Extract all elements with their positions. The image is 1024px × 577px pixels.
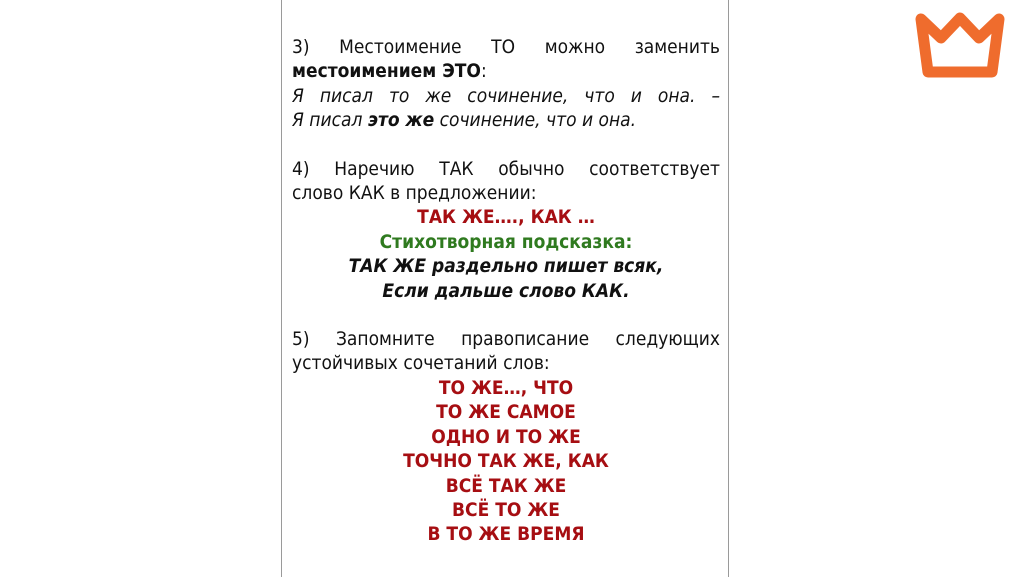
section-3-example-1: Я писал то же сочинение, что и она. – (292, 84, 720, 107)
phrase-item: ОДНО И ТО ЖЕ (431, 425, 581, 448)
phrase-item: ВСЁ ТО ЖЕ (452, 498, 560, 521)
section-3-example-2 (292, 108, 720, 132)
section-4-line-2: слово КАК в предложении: (292, 182, 537, 205)
example-2-start: Я писал (292, 109, 368, 132)
phrase-item: ТО ЖЕ САМОЕ (436, 401, 576, 424)
verse-line-1: ТАК ЖЕ раздельно пишет всяк, (348, 255, 664, 278)
section-3-line-1: 3) Местоимение ТО можно заменить (292, 36, 720, 58)
section-4-rule: ТАК ЖЕ…., КАК … (417, 206, 595, 229)
section-4 (292, 157, 720, 303)
phrase-item: В ТО ЖЕ ВРЕМЯ (427, 523, 585, 546)
section-5-line-1: 5) Запомните правописание следующих (292, 328, 720, 351)
document-text (292, 35, 720, 547)
phrase-item: ВСЁ ТАК ЖЕ (445, 474, 567, 497)
section-3-bold-term: местоимением ЭТО (292, 60, 481, 83)
phrase-item: ТО ЖЕ…, ЧТО (438, 376, 574, 399)
section-3-colon: : (480, 60, 487, 83)
verse-line-2: Если дальше слово КАК. (382, 279, 630, 302)
document-page (281, 0, 729, 577)
section-4-line-1: 4) Наречию ТАК обычно соответствует (292, 157, 720, 180)
section-5 (292, 327, 720, 547)
hint-title: Стихотворная подсказка: (379, 230, 633, 253)
section-5-line-2: устойчивых сочетаний слов: (292, 352, 550, 375)
section-3-line-2 (292, 59, 720, 83)
section-3 (292, 35, 720, 133)
example-2-bold: это же (367, 109, 435, 132)
example-2-end: сочинение, что и она. (434, 109, 637, 132)
phrase-item: ТОЧНО ТАК ЖЕ, КАК (403, 450, 609, 473)
crown-icon (915, 12, 1005, 80)
